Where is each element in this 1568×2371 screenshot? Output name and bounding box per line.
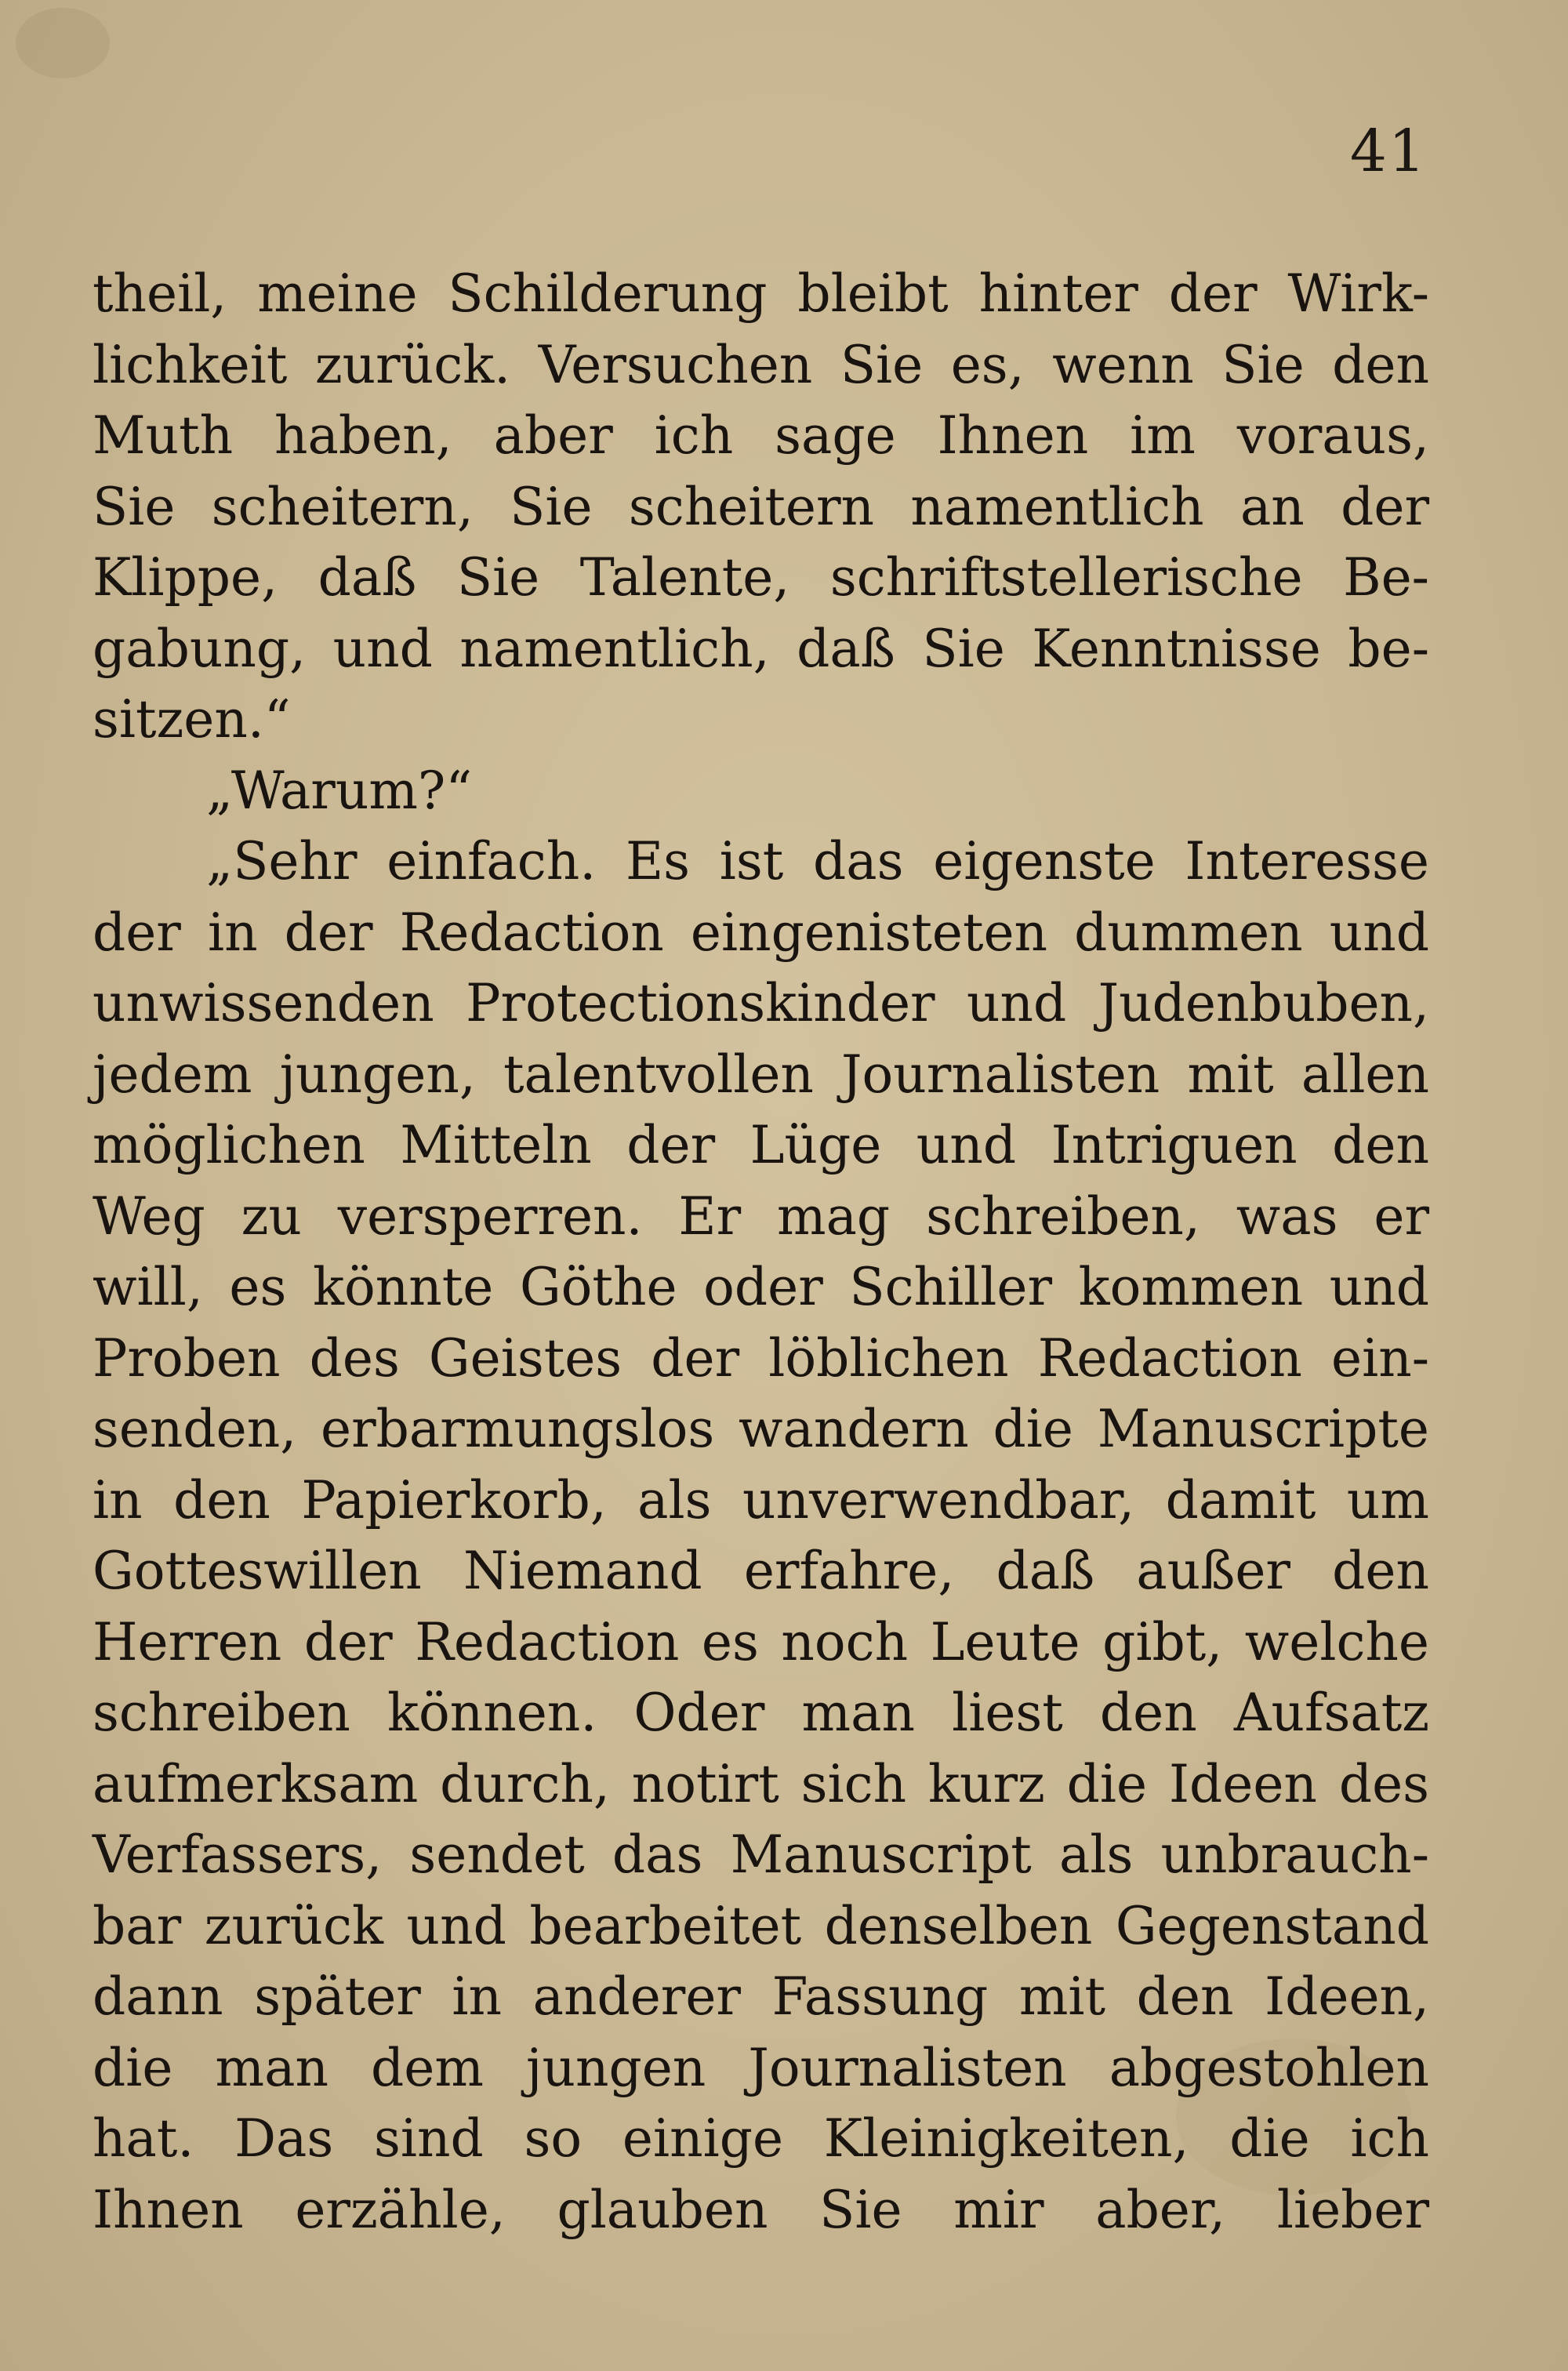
text-line: senden, erbarmungslos wandern die Manuscripte bbox=[93, 1399, 1429, 1459]
text-line: der in der Redaction eingenisteten dummen und bbox=[93, 902, 1429, 963]
text-line: bar zurück und bearbeitet denselben Gegenstand bbox=[93, 1895, 1429, 1956]
text-line: jedem jungen, talentvollen Journalisten mit allen bbox=[93, 1044, 1429, 1105]
text-line: in den Papierkorb, als unverwendbar, damit um bbox=[93, 1469, 1429, 1530]
text-line: Verfassers, sendet das Manuscript als unbrauch- bbox=[93, 1825, 1429, 1885]
text-line: Klippe, daß Sie Talente, schriftstellerische Be- bbox=[93, 547, 1429, 608]
body-text bbox=[93, 259, 1429, 2246]
text-line: Muth haben, aber ich sage Ihnen im voraus, bbox=[93, 405, 1429, 466]
text-line: will, es könnte Göthe oder Schiller kommen und bbox=[93, 1257, 1429, 1317]
text-line: hat. Das sind so einige Kleinigkeiten, die ich bbox=[93, 2108, 1429, 2169]
text-line: möglichen Mitteln der Lüge und Intriguen den bbox=[93, 1115, 1429, 1175]
text-line: schreiben können. Oder man liest den Aufsatz bbox=[93, 1683, 1429, 1743]
text-line: Gotteswillen Niemand erfahre, daß außer den bbox=[93, 1541, 1429, 1601]
text-line: „Warum?“ bbox=[206, 760, 473, 821]
text-line: sitzen.“ bbox=[93, 689, 291, 750]
text-line: lichkeit zurück. Versuchen Sie es, wenn Sie den bbox=[93, 334, 1429, 395]
text-line: Sie scheitern, Sie scheitern namentlich an der bbox=[93, 476, 1429, 537]
text-line: unwissenden Protectionskinder und Judenbuben, bbox=[93, 973, 1429, 1033]
text-line: aufmerksam durch, notirt sich kurz die Ideen des bbox=[93, 1753, 1429, 1814]
text-line: Herren der Redaction es noch Leute gibt, welche bbox=[93, 1611, 1429, 1672]
text-line: gabung, und namentlich, daß Sie Kenntnisse be- bbox=[93, 618, 1429, 679]
page-number: 41 bbox=[1349, 118, 1427, 185]
text-line: dann später in anderer Fassung mit den Ideen, bbox=[93, 1966, 1429, 2027]
text-line: die man dem jungen Journalisten abgestohlen bbox=[93, 2037, 1429, 2098]
text-line: Proben des Geistes der löblichen Redaction ein- bbox=[93, 1327, 1429, 1389]
text-line: Ihnen erzähle, glauben Sie mir aber, lieber bbox=[93, 2179, 1429, 2240]
text-line: „Sehr einfach. Es ist das eigenste Interesse bbox=[206, 831, 1429, 891]
text-line: theil, meine Schilderung bleibt hinter der Wirk- bbox=[93, 263, 1429, 324]
text-line: Weg zu versperren. Er mag schreiben, was er bbox=[93, 1186, 1429, 1247]
paper-stain bbox=[16, 8, 110, 78]
